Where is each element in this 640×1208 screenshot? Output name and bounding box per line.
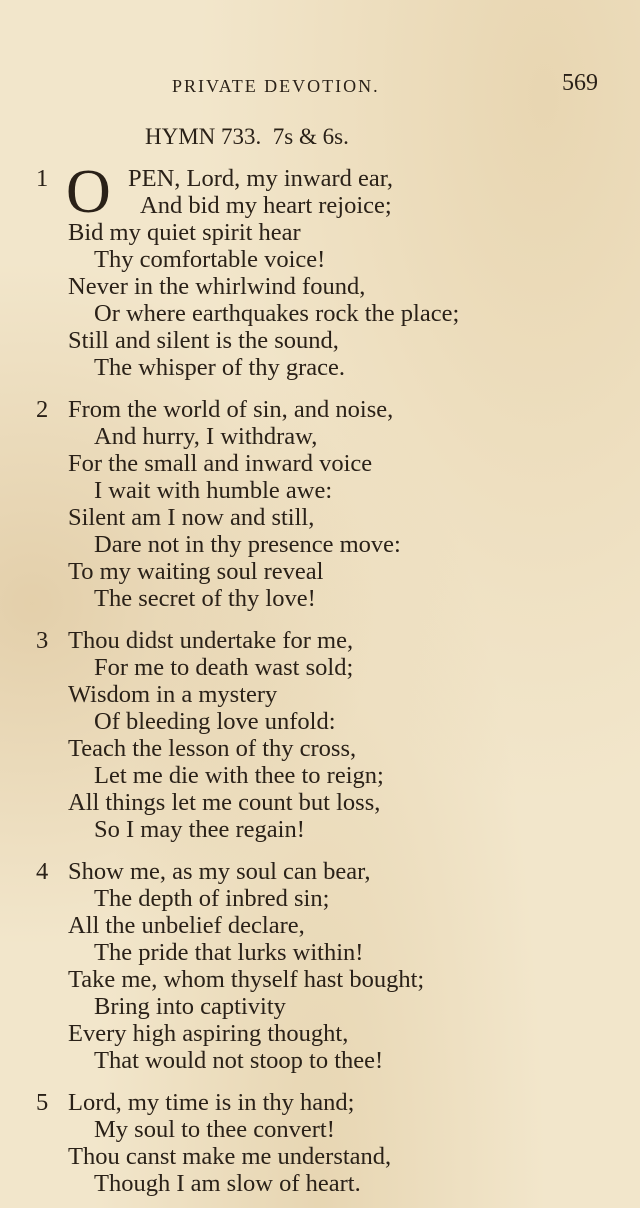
verse-line: From the world of sin, and noise,	[68, 396, 394, 423]
verse-line: My soul to thee convert!	[94, 1116, 335, 1143]
verse-line: That would not stoop to thee!	[94, 1047, 384, 1074]
verse-line: For the small and inward voice	[68, 450, 373, 477]
stanza	[36, 627, 616, 843]
verse-line: Thou didst undertake for me,	[68, 627, 354, 654]
verse-line: Thy comfortable voice!	[94, 246, 326, 273]
stanza-number: 4	[36, 858, 49, 885]
verse-line: Silent am I now and still,	[68, 504, 315, 531]
hymn-heading	[145, 124, 349, 150]
verse-line: Let me die with thee to reign;	[94, 762, 384, 789]
verse-line: The whisper of thy grace.	[94, 354, 346, 381]
stanza	[36, 396, 616, 612]
verse-line: Never in the whirlwind found,	[68, 273, 366, 300]
verse-line: Of bleeding love unfold:	[94, 708, 336, 735]
verse-line: Or where earthquakes rock the place;	[94, 300, 460, 327]
verse-line: Lord, my time is in thy hand;	[68, 1089, 355, 1116]
verse-line: Bring into captivity	[94, 993, 286, 1020]
verse-line: Though I am slow of heart.	[94, 1170, 361, 1197]
verse-line: Show me, as my soul can bear,	[68, 858, 371, 885]
verse-line: Take me, whom thyself hast bought;	[68, 966, 425, 993]
hymn-title: HYMN 733.	[145, 124, 262, 149]
stanza	[36, 1089, 616, 1197]
verse-line: For me to death wast sold;	[94, 654, 354, 681]
verse-line: Wisdom in a mystery	[68, 681, 278, 708]
verse-line: All the unbelief declare,	[68, 912, 305, 939]
verse-line: Still and silent is the sound,	[68, 327, 339, 354]
stanza	[36, 158, 616, 381]
stanza-number: 2	[36, 396, 49, 423]
stanza-number: 5	[36, 1089, 49, 1116]
stanza-number: 1	[36, 165, 49, 192]
verse-line: So I may thee regain!	[94, 816, 305, 843]
stanza	[36, 858, 616, 1074]
verse-line: PEN, Lord, my inward ear,	[128, 165, 394, 192]
page-number: 569	[562, 70, 598, 96]
verse-line: Bid my quiet spirit hear	[68, 219, 301, 246]
verse-line: Teach the lesson of thy cross,	[68, 735, 357, 762]
verse-line: Dare not in thy presence move:	[94, 531, 401, 558]
drop-cap: O	[66, 158, 111, 226]
verse-line: All things let me count but loss,	[68, 789, 381, 816]
verse-line: I wait with humble awe:	[94, 477, 333, 504]
verse-line: The depth of inbred sin;	[94, 885, 330, 912]
running-title: PRIVATE DEVOTION.	[172, 76, 380, 96]
verse-line: Thou canst make me understand,	[68, 1143, 392, 1170]
verse-line: The secret of thy love!	[94, 585, 316, 612]
verse-line: To my waiting soul reveal	[68, 558, 324, 585]
hymn-meter: 7s & 6s.	[272, 124, 349, 149]
verse-line: Every high aspiring thought,	[68, 1020, 349, 1047]
verse-line: The pride that lurks within!	[94, 939, 364, 966]
hymn-body	[36, 158, 616, 1208]
stanza-number: 3	[36, 627, 49, 654]
verse-line: And bid my heart rejoice;	[140, 192, 392, 219]
verse-line: And hurry, I withdraw,	[94, 423, 318, 450]
